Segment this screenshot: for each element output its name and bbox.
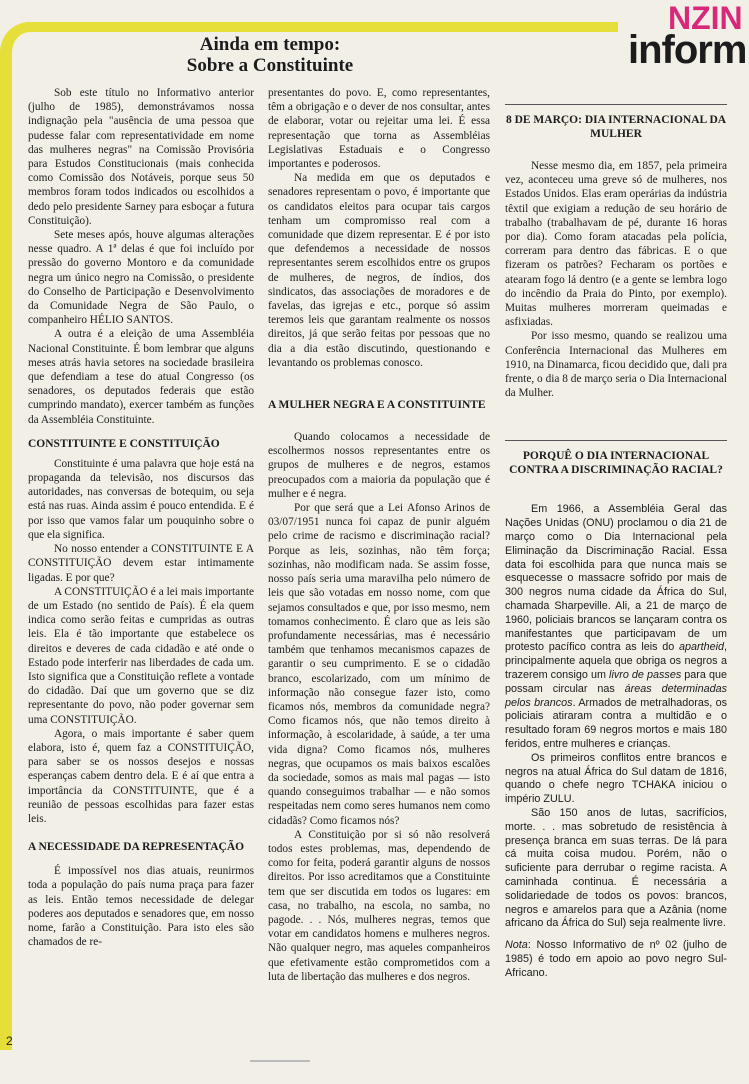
note-paragraph <box>505 939 727 980</box>
italic-run: apartheid <box>678 641 724 654</box>
masthead-line1: NZIN <box>668 0 743 36</box>
paragraph: Constituinte é uma palavra que hoje está na propaganda da televisão, nos discursos das autoridades, nas conversas de botequim, ou seja está nas ruas. Ainda assim é pouco entendida. E é por isso que vamos falar um pouquinho sobre o que ela significa. <box>28 457 254 541</box>
section-heading: A MULHER NEGRA E A CONSTITUINTE <box>268 399 486 412</box>
print-smudge <box>250 1060 310 1062</box>
paragraph: É impossível nos dias atuais, reunirmos toda a população do país numa praça para fazer as leis. Então temos necessidade de delegar poderes aos deputados e senadores que, em nosso nome, farão a Constituição. Para isto eles são chamados de re- <box>28 865 254 949</box>
masthead-line2: inform <box>628 28 747 72</box>
yellow-frame-top <box>18 22 618 32</box>
column-3 <box>505 104 727 981</box>
paragraph: Nesse mesmo dia, em 1857, pela primeira vez, aconteceu uma greve só de mulheres, nos Estados Unidos. Elas eram operárias da indústria têxtil que exigiam a redução de seu horário de trabalho (trabalhavam de pé, durante 16 horas por dia). Como foram atacadas pela polícia, correram para dentro das fábricas. E o que fizeram os patrões? Fecharam os portões e atearam fogo lá dentro (e a gente se lembra logo do incêndio da Praia do Pinto, por exemplo). Muitas mulheres morreram queimadas e asfixiadas. <box>505 160 727 329</box>
paragraph: São 150 anos de lutas, sacrifícios, morte. . . mas sobretudo de resistência à presença branca em suas terras. De lá para cá muita coisa mudou. Porém, não o suficiente para derrubar o regime racista. A caminhada continua. É necessária a solidariedade de todos os povos: brancos, negros e amarelos para que a Azânia (nome africano da África do Sul) seja realmente livre. <box>505 806 727 930</box>
section-heading: CONSTITUINTE E CONSTITUIÇÃO <box>28 437 220 450</box>
italic-run: livro de passes <box>609 669 682 682</box>
sans-text-block <box>505 503 727 980</box>
article-headline <box>100 34 440 76</box>
text-run: Em 1966, a Assembléia Geral das Nações Unidas (ONU) proclamou o dia 21 de março como o Dia Internacional pela Eliminação da Discriminação Racial. Essa data foi escolhida para que nunca mais se esquecesse o massacre sofrido por mais de 300 negros numa cidade da África do Sul, chamada Sharpeville. Ali, a 21 de março de 1960, policiais brancos se lançaram contra os manifestantes que participavam de um protesto pacífico contra as leis do <box>505 503 727 654</box>
divider <box>505 440 727 441</box>
paragraph: Os primeiros conflitos entre brancos e negros na atual África do Sul datam de 1816, quando o chefe negro TCHAKA iniciou o império ZULU. <box>505 751 727 806</box>
page-number: 2 <box>6 1034 13 1048</box>
italic-run: áreas determinadas pelos brancos <box>505 682 727 709</box>
sidebar-title: 8 DE MARÇO: DIA INTERNACIONAL DA MULHER <box>505 114 727 140</box>
paragraph: A Constituição por si só não resolverá todos estes problemas, mas, dependendo de como for feita, poderá garantir alguns de nossos direitos. Por isso acreditamos que a Constituinte tem que ser discutida em todos os lugares: em casa, no trabalho, na escola, no samba, no pagode. . . Nós, mulheres negras, temos que votar em candidatos homens e mulheres negros. Não qualquer negro, mas aqueles companheiros que efetivamente estão comprometidos com a luta de libertação das mulheres e dos negros. <box>268 828 490 983</box>
note-text: : Nosso Informativo de nº 02 (julho de 1985) é todo em apoio ao povo negro Sul-Africano. <box>505 939 727 979</box>
paragraph: Sob este título no Informativo anterior (julho de 1985), demonstrávamos nossa indignação pela "ausência de uma pessoa que pudesse falar com representatividade em nome das mulheres negras" na Comissão Provisória para Estudos Constitucionais (mais conhecida como Comissão dos Notáveis, porque seus 50 membros foram todos indicados ou escolhidos a dedo pelo presidente Sarney para esboçar a futura Constituição). <box>28 87 254 227</box>
paragraph: Agora, o mais importante é saber quem elabora, isto é, quem faz a CONSTITUIÇÃO, para saber se os nossos desejos e nossas esperanças cabem dentro dela. E é aí que entra a importância da CONSTITUINTE, que é a reunião de pessoas escolhidas para fazer estas leis. <box>28 727 254 825</box>
paragraph: Na medida em que os deputados e senadores representam o povo, é importante que os candidatos eleitos para ocupar tais cargos tenham um compromisso real com a comunidade que dizem representar. E é por isto que defendemos a necessidade de nossos representantes serem escolhidos entre os grupos de mulheres, de negros, de índios, dos sindicatos, das associações de moradores e de favelas, das igrejas e etc., porque só assim teremos leis que garantam realmente os nossos direitos, já que serão feitas por pessoas que no dia a dia estão discutindo, questionando e levantando os problemas conosco. <box>268 172 490 369</box>
paragraph: Por isso mesmo, quando se realizou uma Conferência Internacional das Mulheres em 1910, na Dinamarca, ficou decidido que, dali pra frente, o dia 8 de março seria o Dia Internacional da Mulher. <box>505 330 727 400</box>
yellow-frame-left <box>0 50 12 1050</box>
paragraph <box>505 503 727 751</box>
headline-line1: Ainda em tempo: <box>199 34 341 55</box>
paragraph: A CONSTITUIÇÃO é a lei mais importante de um Estado (no sentido de País). É ela quem indica como serão feitas e cumpridas as outras leis. Ela é tão importante que estabelece os direitos e deveres de cada cidadão e até onde o Estado pode interferir nas liberdades de cada um. Isto significa que a Constituição reflete a vontade do cidadão. Daí que um governo que se diz representante do povo, não poder governar sem uma CONSTITUIÇÃO. <box>28 585 254 726</box>
paragraph: Sete meses após, houve algumas alterações nesse quadro. A 1ª delas é que foi incluído por pressão do governo Montoro e da comunidade negra um único negro na Comissão, o presidente do Conselho de Participação e Desenvolvimento da Comunidade Negra de São Paulo, o companheiro HÉLIO SANTOS. <box>28 229 254 327</box>
text-run: . Armados de metralhadoras, os policiais atiraram contra a multidão e o resultado foram 69 negros mortos e mais 180 feridos, entre mulheres e crianças. <box>505 696 727 750</box>
note-label: Nota <box>505 939 528 952</box>
paragraph: Por que será que a Lei Afonso Arinos de 03/07/1951 nunca foi capaz de punir alguém pelo crime de racismo e discriminação racial? Porque as leis, sozinhas, não têm força; sozinhas, não modificam nada. Se assim fosse, nosso país seria uma maravilha pelo número de leis que são votadas em nosso nome, com que sejamos consultados e que, por isso mesmo, nem tomamos conhecimento. É claro que as leis são profundamente necessárias, mas é necessário também que tenhamos mecanismos capazes de garantir o seu cumprimento. E se o cidadão branco, escolarizado, com um mínimo de informação não consegue fazer isto, como ficamos nós, membros da comunidade negra? Como ficamos nós, que não temos direito à informação, à escolaridade, à saúde, a ter uma vida digna? Como ficamos nós, mulheres negras, que ocupamos os mais baixos escalões da sociedade, somos as mais mal pagas — isto quando conseguimos trabalhar — e não somos respeitadas nem como seres humanos nem como cidadãs? Como ficamos nós? <box>268 502 490 827</box>
column-2 <box>268 86 490 984</box>
paragraph: Quando colocamos a necessidade de escolhermos nossos representantes entre os grupos de mulheres e de negros, estamos preocupados com a maioria da população que é mulher e é negra. <box>268 431 490 500</box>
text-run: para que possam circular nas <box>505 669 727 695</box>
headline-line2: Sobre a Constituinte <box>186 55 354 76</box>
text-run: , principalmente aquela que obriga os negros a trazerem consigo um <box>505 641 727 682</box>
column-1 <box>28 86 254 949</box>
paragraph: A outra é a eleição de uma Assembléia Nacional Constituinte. É bom lembrar que alguns meses atrás havia setores na sociedade brasileira que defendiam a tese do atual Congresso (os senadores, os deputados federais que estão cumprindo mandato), exercer também as funções da Assembléia Constituinte. <box>28 328 254 426</box>
sidebar-title: PORQUÊ O DIA INTERNACIONAL CONTRA A DISCRIMINAÇÃO RACIAL? <box>509 450 723 477</box>
section-heading: A NECESSIDADE DA REPRESENTAÇÃO <box>28 841 245 854</box>
divider <box>505 104 727 105</box>
paragraph: No nosso entender a CONSTITUINTE E A CONSTITUIÇÃO devem estar intimamente ligadas. E por que? <box>28 543 254 584</box>
paragraph: presentantes do povo. E, como representantes, têm a obrigação e o dever de nos consultar, antes de elaborar, votar ou rejeitar uma lei. É essa representação que torna as Assembléias Legislativas Estaduais e o Congresso importantes e poderosos. <box>268 87 490 171</box>
